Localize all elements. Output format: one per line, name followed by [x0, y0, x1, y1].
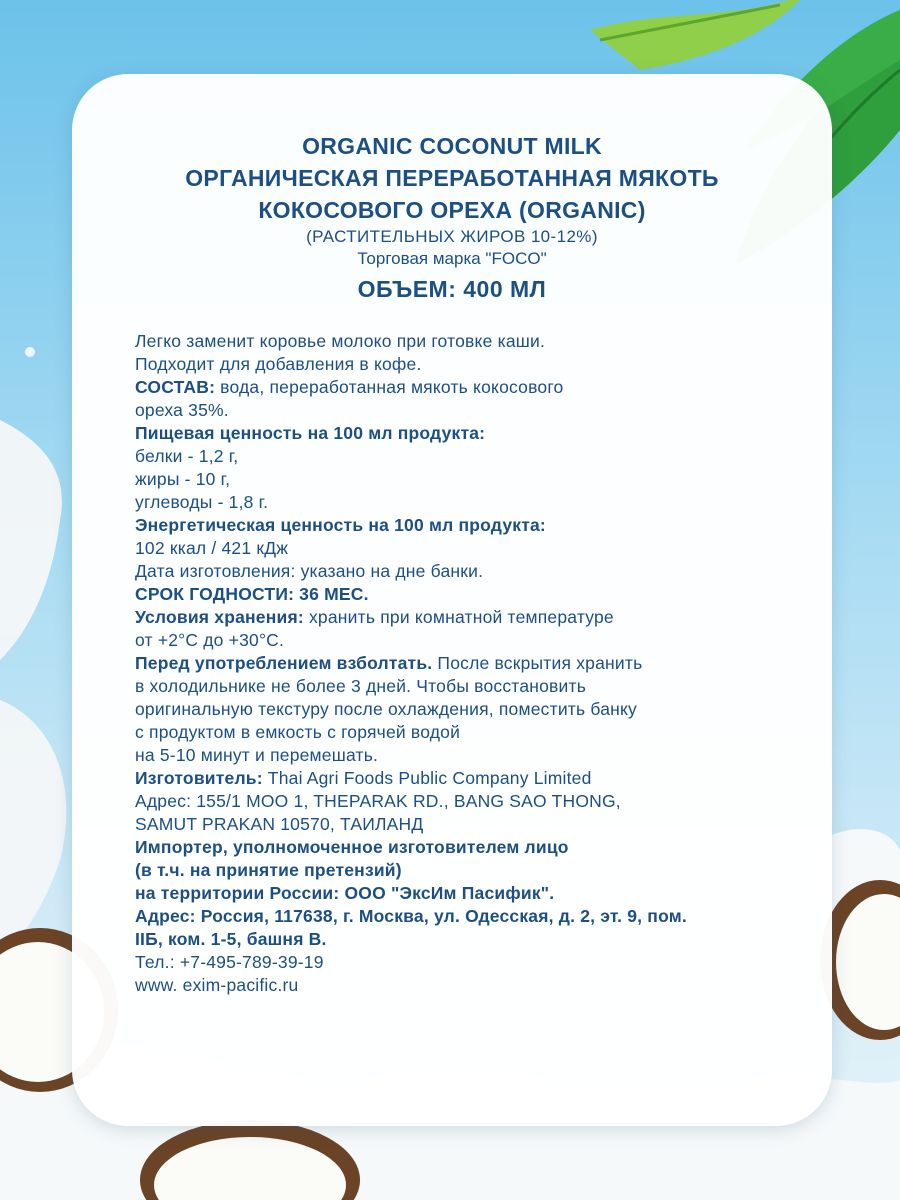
shake-text-2: в холодильнике не более 3 дней. Чтобы восстановить	[135, 676, 587, 696]
manufacturer-text: Thai Agri Foods Public Company Limited	[262, 768, 592, 788]
storage	[135, 606, 815, 629]
production-date: Дата изготовления: указано на дне банки.	[135, 561, 484, 581]
header	[72, 130, 832, 306]
importer-line-1: Импортер, уполномоченное изготовителем лицо	[135, 837, 569, 857]
product-title-en: ORGANIC COCONUT MILK	[302, 133, 602, 159]
milk-splash-icon	[0, 347, 66, 960]
fat-content: (РАСТИТЕЛЬНЫХ ЖИРОВ 10-12%)	[306, 227, 598, 246]
manufacturer-address-2: SAMUT PRAKAN 10570, ТАИЛАНД	[135, 814, 424, 834]
shelf-life: СРОК ГОДНОСТИ: 36 МЕС.	[135, 584, 369, 604]
intro-line-2: Подходит для добавления в кофе.	[135, 354, 422, 374]
shake-text-4: с продуктом в емкость с горячей водой	[135, 722, 461, 742]
storage-text: хранить при комнатной температуре	[303, 607, 614, 627]
importer-address-1: Адрес: Россия, 117638, г. Москва, ул. Одесская, д. 2, эт. 9, пом.	[135, 906, 687, 926]
storage-label: Условия хранения:	[135, 607, 304, 627]
energy-value: 102 ккал / 421 кДж	[135, 538, 289, 558]
protein: белки - 1,2 г,	[135, 446, 239, 466]
manufacturer-label: Изготовитель:	[135, 768, 263, 788]
info-card	[72, 74, 832, 1126]
manufacturer	[135, 767, 815, 790]
product-title-ru-line2: КОКОСОВОГО ОРЕХА (ORGANIC)	[258, 197, 646, 223]
composition-label: СОСТАВ:	[135, 377, 216, 397]
importer-line-2: (в т.ч. на принятие претензий)	[135, 860, 402, 880]
composition-text-2: ореха 35%.	[135, 400, 229, 420]
carbs: углеводы - 1,8 г.	[135, 492, 269, 512]
intro-line-1: Легко заменит коровье молоко при готовке каши.	[135, 331, 546, 351]
importer-address-2: IIБ, ком. 1-5, башня В.	[135, 929, 327, 949]
shake-text: После вскрытия хранить	[432, 653, 643, 673]
nutrition-label: Пищевая ценность на 100 мл продукта:	[135, 423, 486, 443]
storage-text-2: от +2°С до +30°С.	[135, 630, 285, 650]
shake-text-5: на 5-10 минут и перемешать.	[135, 745, 379, 765]
energy-label: Энергетическая ценность на 100 мл продукта:	[135, 515, 546, 535]
product-title-ru-line1: ОРГАНИЧЕСКАЯ ПЕРЕРАБОТАННАЯ МЯКОТЬ	[185, 165, 719, 191]
shake-text-3: оригинальную текстуру после охлаждения, поместить банку	[135, 699, 638, 719]
brand-name: Торговая марка "FOCO"	[357, 249, 547, 268]
website: www. exim-pacific.ru	[135, 975, 299, 995]
product-description	[135, 330, 815, 997]
fat: жиры - 10 г,	[135, 469, 231, 489]
shake	[135, 652, 815, 675]
shake-label: Перед употреблением взболтать.	[135, 653, 433, 673]
volume: ОБЪЕМ: 400 МЛ	[357, 276, 547, 302]
manufacturer-address-1: Адрес: 155/1 MOO 1, THEPARAK RD., BANG SAO THONG,	[135, 791, 621, 811]
composition	[135, 376, 815, 399]
importer-line-3: на территории России: ООО "ЭксИм Пасифик".	[135, 883, 555, 903]
composition-text: вода, переработанная мякоть кокосового	[215, 377, 564, 397]
phone: Тел.: +7-495-789-39-19	[135, 952, 324, 972]
